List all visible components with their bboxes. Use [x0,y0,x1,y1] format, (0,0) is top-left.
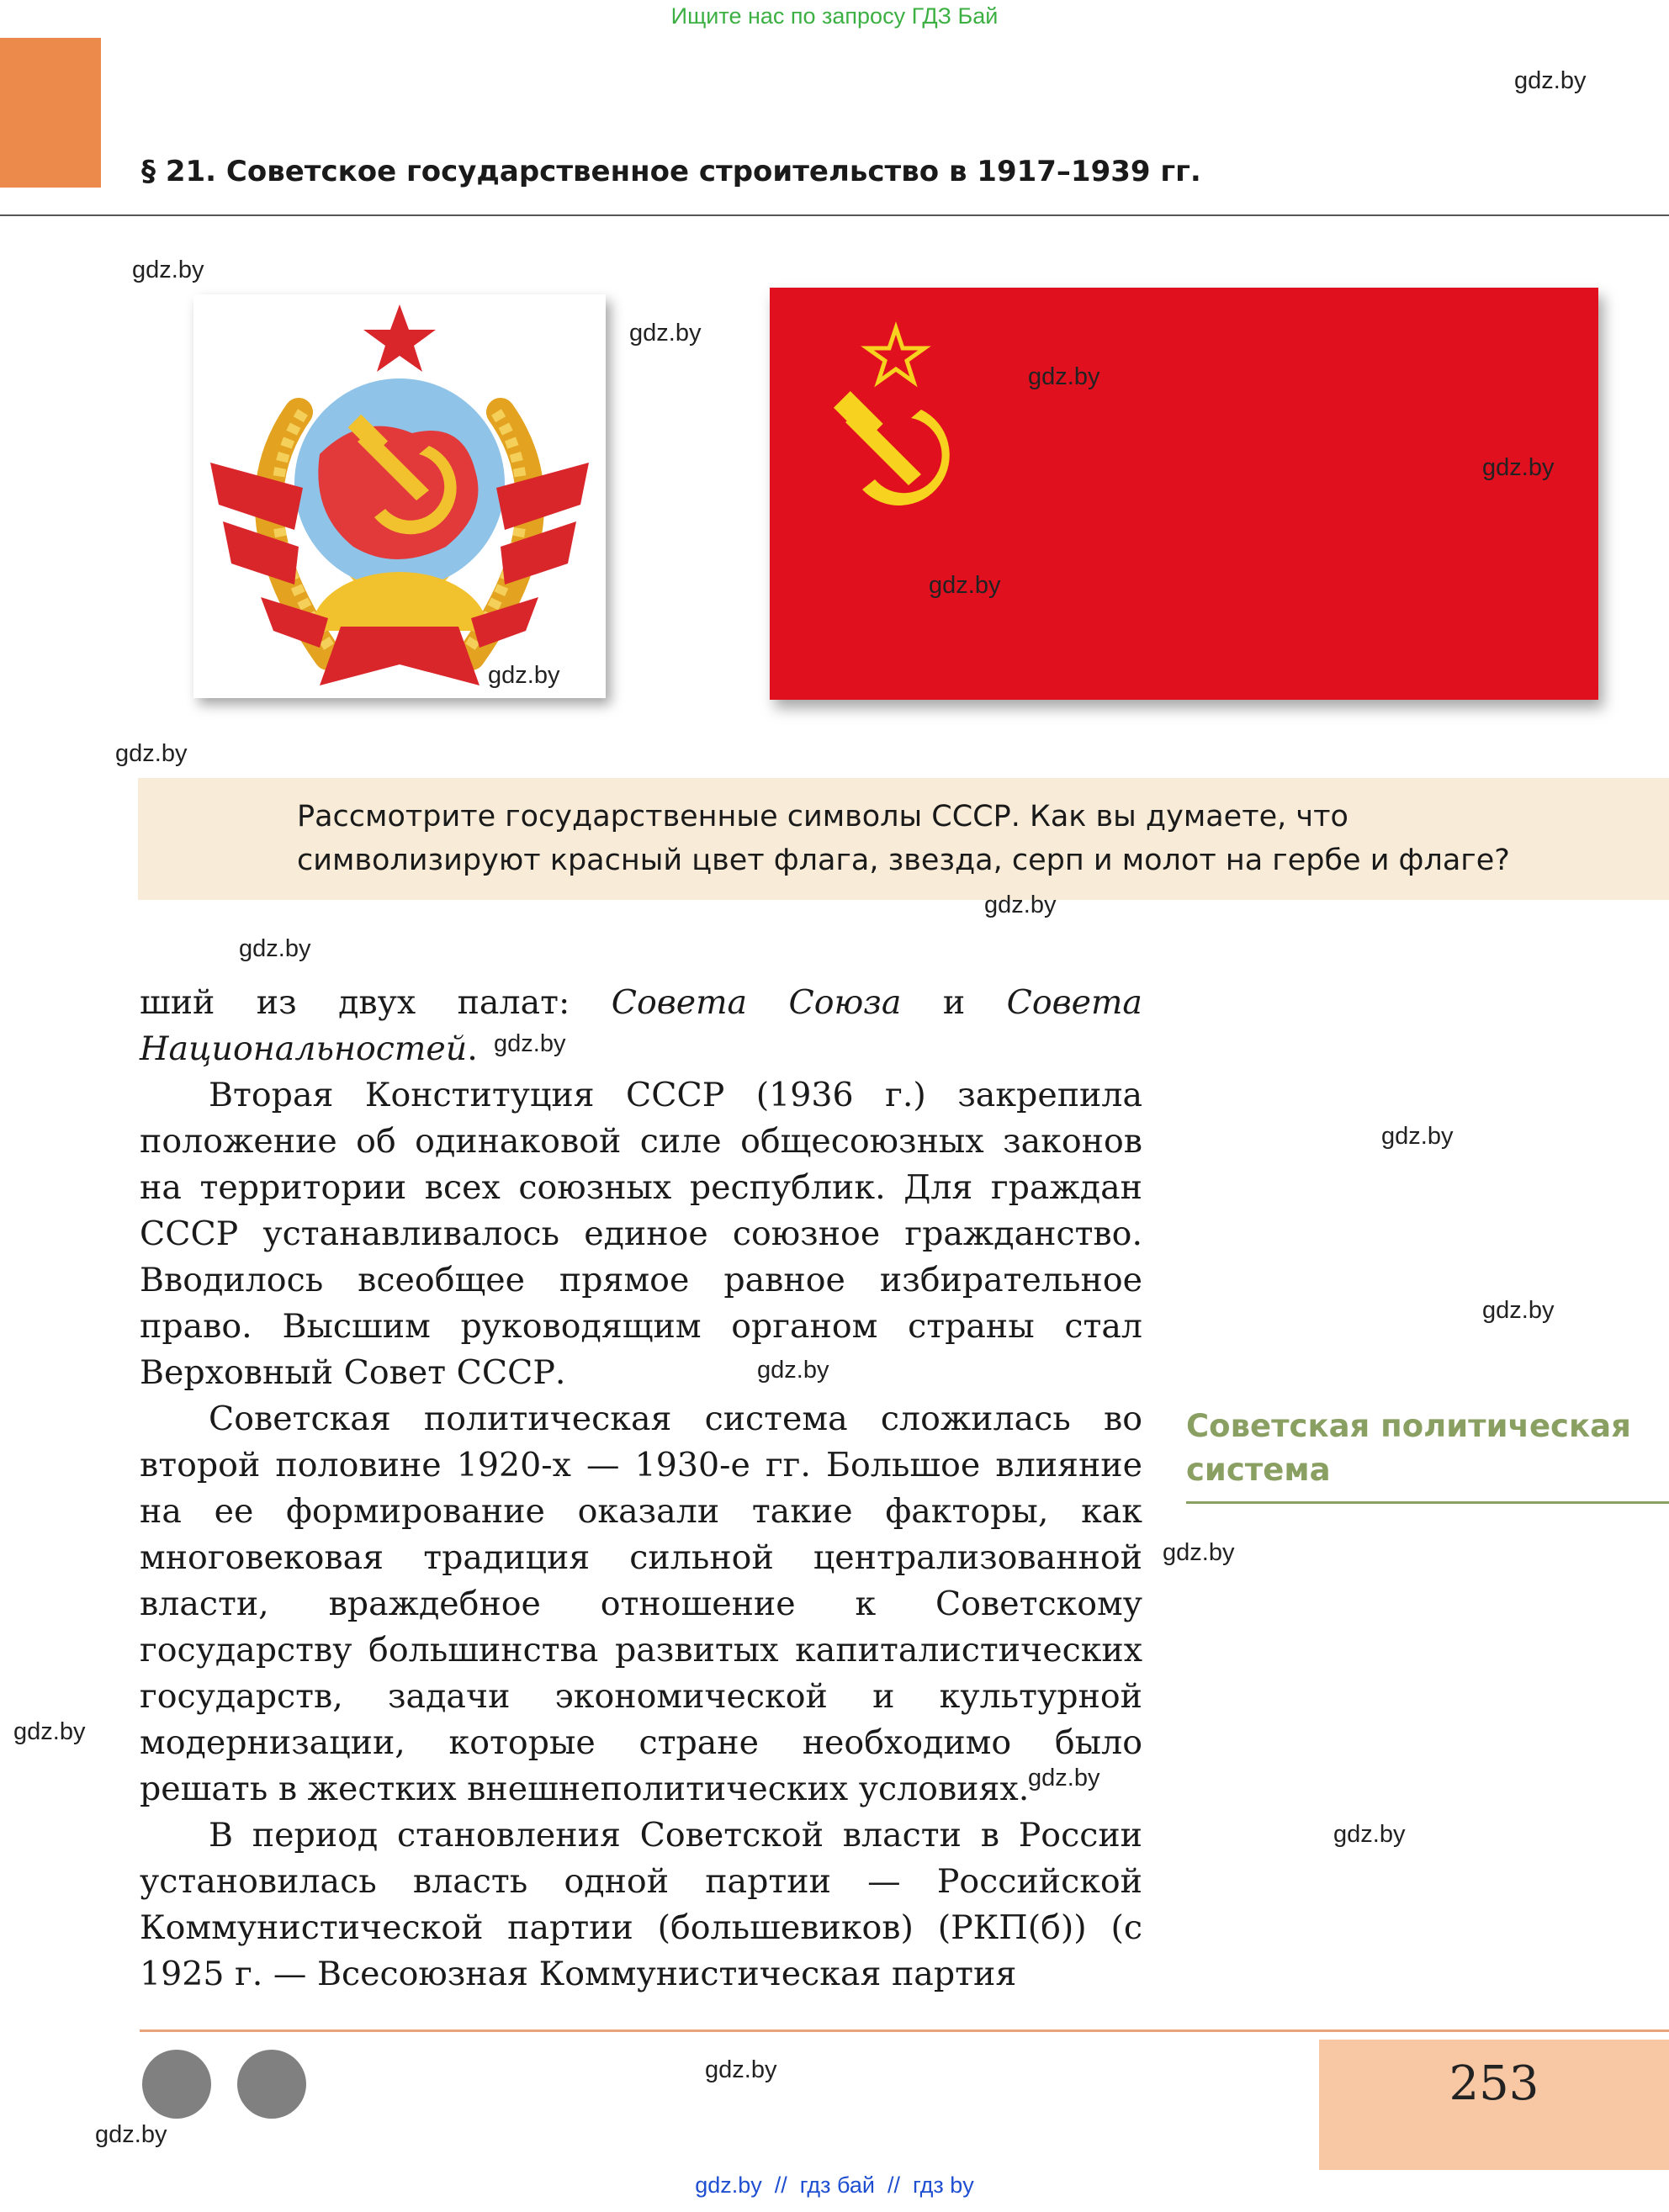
ussr-emblem-image [193,294,606,698]
watermark: gdz.by [115,740,188,767]
bottom-link-gdz-bai[interactable]: гдз бай [799,2172,875,2198]
watermark: gdz.by [984,892,1057,918]
paragraph [140,980,1142,1072]
chapter-color-tab [0,38,101,188]
watermark: gdz.by [494,1030,566,1057]
page-marker-dot [237,2050,306,2119]
page-marker-dot [142,2050,211,2119]
watermark: gdz.by [1514,67,1587,94]
watermark: gdz.by [705,2056,777,2083]
watermark: gdz.by [1028,1765,1100,1791]
header-divider [0,214,1669,216]
watermark: gdz.by [629,320,702,347]
paragraph-text: и [901,983,1007,1022]
paragraph: В период становления Советской власти в России установилась власть одной партии — Российской Коммунистической партии (большевиков) (РКП(б)) (с 1925 г. — Всесоюзная Коммунистическая партия [140,1816,1142,1993]
star-hammer-sickle-icon [812,321,980,532]
body-text [140,980,1142,1998]
page-number: 253 [1449,2056,1539,2111]
ussr-flag-image [770,288,1598,700]
term-soviet-union: Совета Союза [611,983,902,1022]
term-soviet-nationalities: Совета Национальностей [140,983,1142,1068]
side-heading: Советская политическая система [1186,1408,1631,1488]
bottom-links [0,2172,1669,2199]
watermark: gdz.by [1482,454,1555,481]
paragraph: Советская политическая система сложилась во второй половине 1920-х — 1930-е гг. Большое влияние на ее формирование оказали такие факторы, как многовековая традиция сильной централизованной власти, враждебное отношение к Советскому государству большинства развитых капиталистических государств, задачи экономической и культурной модернизации, которые стране необходимо было решать в жестких внешнеполитических условиях. [140,1400,1142,1808]
watermark: gdz.by [1482,1297,1555,1324]
watermark: gdz.by [757,1357,829,1384]
paragraph-text: ший из двух палат: [140,983,612,1022]
top-search-banner: Ищите нас по запросу ГДЗ Бай [670,3,999,29]
footer-rule [140,2029,1669,2032]
bottom-link-gdz-by-ru[interactable]: гдз by [913,2172,974,2198]
question-text: Рассмотрите государственные символы СССР. Как вы думаете, что символизируют красный цвет флага, звезда, серп и молот на гербе и флаге? [297,800,1510,877]
watermark: gdz.by [1163,1539,1235,1566]
section-title: § 21. Советское государственное строительство в 1917–1939 гг. [141,155,1201,188]
watermark: gdz.by [239,935,311,962]
watermark: gdz.by [1028,363,1100,390]
watermark: gdz.by [1381,1123,1454,1150]
watermark: gdz.by [95,2121,167,2148]
watermark: gdz.by [132,257,204,283]
side-heading-rule [1186,1501,1669,1504]
bottom-link-separator: // [761,2172,800,2198]
ussr-emblem-icon [193,294,606,698]
watermark: gdz.by [488,662,560,689]
watermark: gdz.by [13,1718,86,1745]
watermark: gdz.by [929,572,1001,599]
bottom-link-separator: // [874,2172,913,2198]
watermark: gdz.by [1333,1821,1406,1848]
paragraph: Вторая Конституция СССР (1936 г.) закрепила положение об одинаковой силе общесоюзных законов на территории всех союзных республик. Для граждан СССР устанавливалось единое союзное гражданство. Вводилось всеобщее прямое равное избирательное право. Высшим руководящим органом страны стал Верховный Совет СССР. [140,1076,1142,1392]
paragraph-text: . [467,1029,478,1068]
bottom-link-gdz-by[interactable]: gdz.by [695,2172,762,2198]
